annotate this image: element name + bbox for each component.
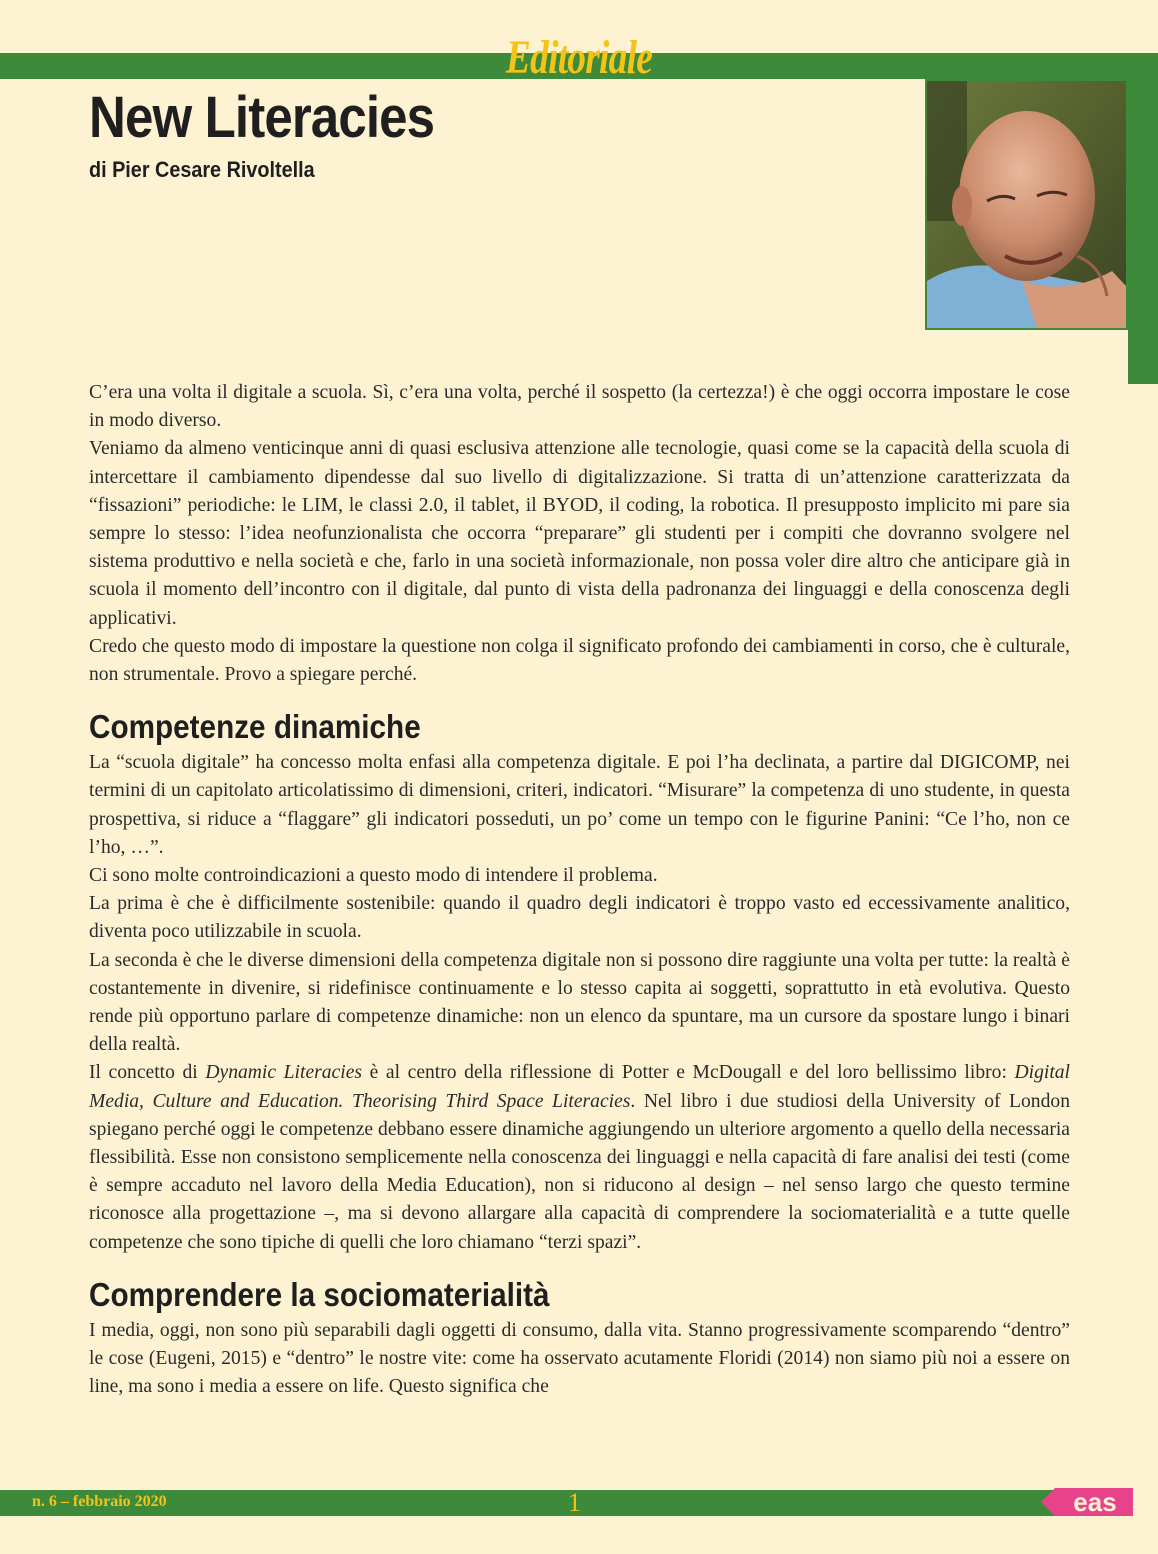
- right-green-band: [1128, 53, 1158, 384]
- paragraph: Credo che questo modo di impostare la questione non colga il significato profondo dei cambiamenti in corso, che è culturale, non strumentale. Provo a spiegare perché.: [89, 635, 1070, 686]
- text-run: è al centro della riflessione di Potter e McDougall e del loro bellissimo libro:: [362, 1062, 1015, 1084]
- author-portrait-icon: [927, 81, 1126, 328]
- paragraph: I media, oggi, non sono più separabili dagli oggetti di consumo, dalla vita. Stanno progressivamente scomparendo “dentro” le cose (Eugeni, 2015) e “dentro” le nostre vite: come ha osservato acutamente Floridi (2014) non siamo più noi a essere on line, ma sono i media a essere on life. Questo significa che: [89, 1319, 1070, 1398]
- article-title: New Literacies: [89, 85, 435, 150]
- bottom-green-band: [0, 1490, 1130, 1516]
- article-body: [89, 379, 1070, 1402]
- logo-text: eas: [1073, 1487, 1117, 1517]
- paragraph: Veniamo da almeno venticinque anni di quasi esclusiva attenzione alle tecnologie, quasi come se la capacità della scuola di intercettare il cambiamento dipendesse dal suo livello di digitalizzazione. Si tratta di un’attenzione caratterizzata da “fissazioni” periodiche: le LIM, le classi 2.0, il tablet, il BYOD, il coding, la robotica. Il presupposto implicito mi pare sia sempre lo stesso: l’idea neofunzionalista che occorra “preparare” gli studenti per i compiti che dovranno svolgere nel sistema produttivo e nella società e che, farlo in una società informazionale, non possa voler dire altro che anticipare già in scuola il momento dell’incontro con il digitale, dal punto di vista della padronanza dei linguaggi e della conoscenza degli applicativi.: [89, 438, 1070, 629]
- article-byline: di Pier Cesare Rivoltella: [89, 157, 315, 182]
- page-number: 1: [568, 1488, 581, 1517]
- text-run: Il concetto di: [89, 1062, 206, 1084]
- section-heading-sociomaterialita: Comprendere la sociomaterialità: [89, 1275, 550, 1313]
- paragraph: C’era una volta il digitale a scuola. Sì, c’era una volta, perché il sospetto (la certezza!) è che oggi occorra impostare le cose in modo diverso.: [89, 382, 1070, 432]
- paragraph: [89, 1059, 1070, 1256]
- paragraph: La “scuola digitale” ha concesso molta enfasi alla competenza digitale. E poi l’ha declinata, a partire dal DIGICOMP, nei termini di un capitolato articolatissimo di dimensioni, criteri, indicatori. “Misurare” la competenza di uno studente, in questa prospettiva, si riduce a “flaggare” gli indicatori posseduti, un po’ come un tempo con le figurine Panini: “Ce l’ho, non ce l’ho, …”.: [89, 752, 1070, 858]
- author-photo: [925, 79, 1128, 330]
- paragraph: La prima è che è difficilmente sostenibile: quando il quadro degli indicatori è troppo vasto ed eccessivamente analitico, diventa poco utilizzabile in scuola.: [89, 893, 1070, 943]
- book-title: Digital Media, Culture and Education. Theorising Third Space Literacies: [89, 1062, 1071, 1112]
- eas-logo: [1041, 1486, 1133, 1518]
- paragraph: La seconda è che le diverse dimensioni della competenza digitale non si possono dire raggiunte una volta per tutte: la realtà è costantemente in divenire, si ridefinisce continuamente e lo stesso capita ai soggetti, soprattutto in età evolutiva. Questo rende più opportuno parlare di competenze dinamiche: non un elenco da spuntare, ma un cursore da spostare lungo i binari della realtà.: [89, 949, 1070, 1056]
- issue-label: n. 6 – febbraio 2020: [32, 1493, 167, 1510]
- italic-term: Dynamic Literacies: [205, 1062, 363, 1084]
- section-label: Editoriale: [505, 31, 653, 84]
- paragraph: Ci sono molte controindicazioni a questo modo di intendere il problema.: [89, 865, 658, 887]
- section-heading-competenze: Competenze dinamiche: [89, 708, 421, 746]
- text-run: . Nel libro i due studiosi della University of London spiegano perché oggi le competenze debbano essere dinamiche aggiungendo un ulteriore argomento a quello della necessaria flessibilità. Esse non consistono semplicemente nella conoscenza dei linguaggi e nella capacità di fare analisi dei testi (come è sempre accaduto nel lavoro della Media Education), non si riducono al design – nel senso largo che questo termine riconosce alla progettazione –, ma si devono allargare alla capacità di comprendere la sociomaterialità e a tutte quelle competenze che sono tipiche di quelli che loro chiamano “terzi spazi”.: [89, 1090, 1070, 1253]
